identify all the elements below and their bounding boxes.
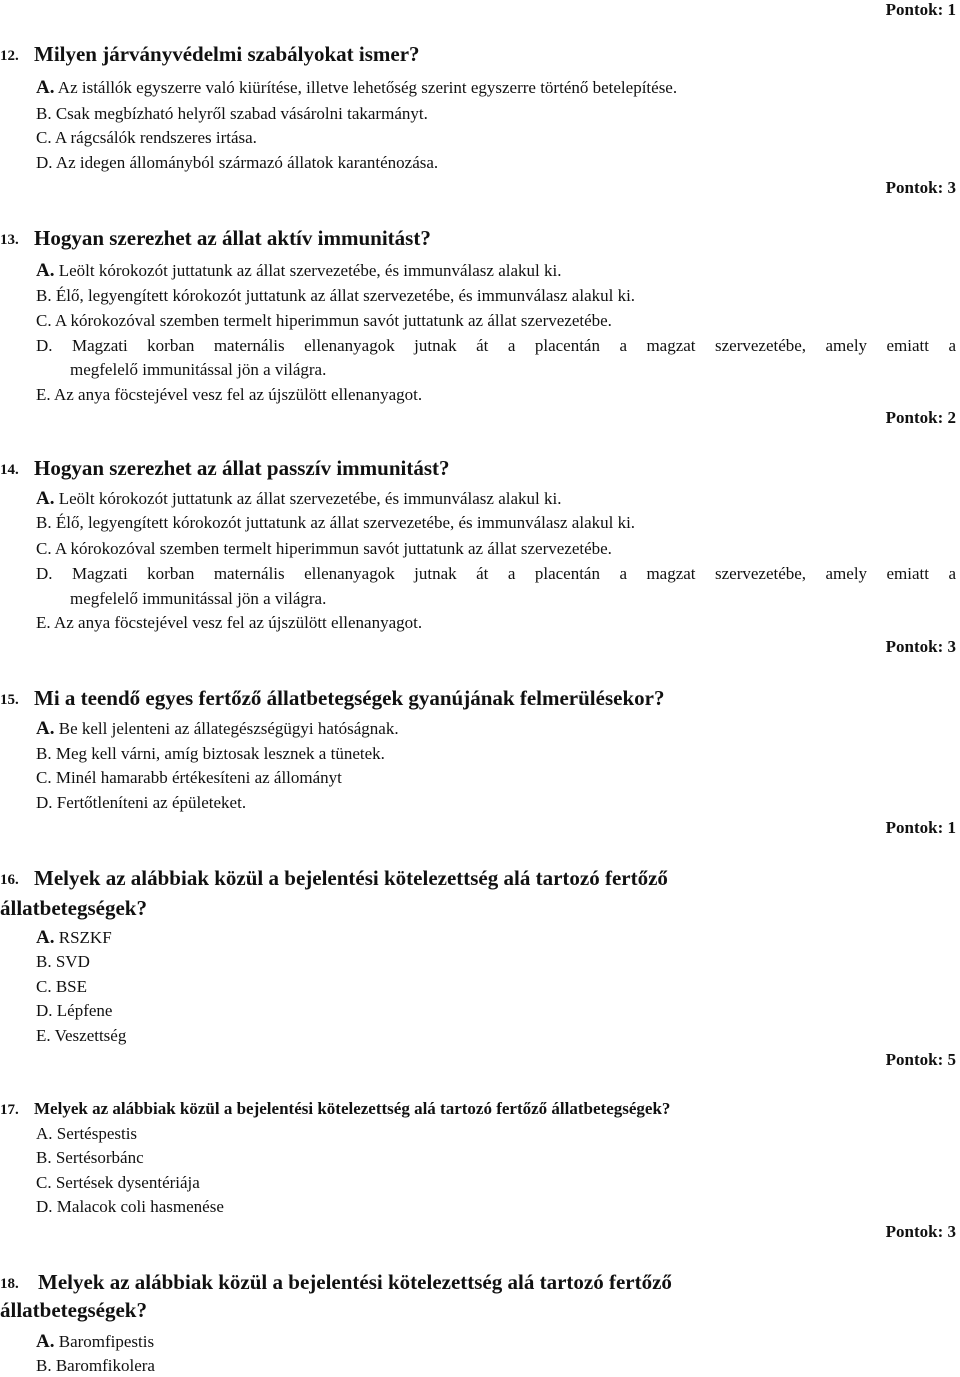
option-a: A. Be kell jelenteni az állategészségügyi hatóságnak. xyxy=(36,718,399,739)
question-title: Milyen járványvédelmi szabályokat ismer? xyxy=(34,42,420,66)
question-title: Hogyan szerezhet az állat aktív immunitást? xyxy=(34,226,431,250)
option-c: C. Minél hamarabb értékesíteni az állományt xyxy=(36,768,342,787)
option-c: C. BSE xyxy=(36,977,88,996)
option-a: A. Baromfipestis xyxy=(36,1331,155,1352)
question-number: 12. xyxy=(0,48,19,64)
option-c: C. Sertések dysentériája xyxy=(36,1173,200,1192)
option-b: B. Meg kell várni, amíg biztosak lesznek a tünetek. xyxy=(36,744,385,763)
points-label: Pontok: 3 xyxy=(885,1222,956,1241)
option-c: C. A kórokozóval szemben termelt hiperimmun savót juttatunk az állat szervezetébe. xyxy=(36,311,612,330)
question-number: 14. xyxy=(0,462,19,478)
points-label: Pontok: 3 xyxy=(885,637,956,656)
question-number: 16. xyxy=(0,872,19,888)
option-b: B. Baromfikolera xyxy=(36,1356,155,1375)
option-d-continuation: megfelelő immunitással jön a világra. xyxy=(70,589,327,608)
option-a: A. Leölt kórokozót juttatunk az állat szervezetébe, és immunválasz alakul ki. xyxy=(36,488,562,509)
option-d-continuation: megfelelő immunitással jön a világra. xyxy=(70,360,327,379)
question-title-continuation: állatbetegségek? xyxy=(0,896,147,920)
question-number: 18. xyxy=(0,1276,19,1292)
points-label: Pontok: 5 xyxy=(885,1050,956,1069)
question-title: Melyek az alábbiak közül a bejelentési kötelezettség alá tartozó fertőző állatbetegségek? xyxy=(34,1099,671,1118)
option-e: E. Az anya föcstejével vesz fel az újszülött ellenanyagot. xyxy=(36,385,423,404)
question-number: 15. xyxy=(0,692,19,708)
option-b: B. Élő, legyengített kórokozót juttatunk az állat szervezetébe, és immunválasz alakul ki. xyxy=(36,513,636,532)
option-d: D. Lépfene xyxy=(36,1001,113,1020)
option-e: E. Az anya föcstejével vesz fel az újszülött ellenanyagot. xyxy=(36,613,423,632)
question-title: Melyek az alábbiak közül a bejelentési kötelezettség alá tartozó fertőző xyxy=(38,1270,672,1294)
option-d: D. Malacok coli hasmenése xyxy=(36,1197,224,1216)
option-d: D. Az idegen állományból származó állatok karanténozása. xyxy=(36,153,439,172)
option-e: E. Veszettség xyxy=(36,1026,127,1045)
option-a: A. Az istállók egyszerre való kiürítése, illetve lehetőség szerint egyszerre történő betelepítése. xyxy=(36,77,678,98)
points-label: Pontok: 1 xyxy=(885,818,956,837)
option-b: B. Sertésorbánc xyxy=(36,1148,144,1167)
question-title: Hogyan szerezhet az állat passzív immunitást? xyxy=(34,456,450,480)
question-title-continuation: állatbetegségek? xyxy=(0,1298,147,1322)
option-d: D. Fertőtleníteni az épületeket. xyxy=(36,793,247,812)
option-a: A. Sertéspestis xyxy=(36,1124,138,1143)
option-b: B. SVD xyxy=(36,952,90,971)
question-title: Mi a teendő egyes fertőző állatbetegségek gyanújának felmerülésekor? xyxy=(34,686,665,710)
question-number: 13. xyxy=(0,232,19,248)
question-title: Melyek az alábbiak közül a bejelentési kötelezettség alá tartozó fertőző xyxy=(34,866,668,890)
option-d: D. Magzati korban maternális ellenanyagok jutnak át a placentán a magzat szervezetébe, amely emiatt a xyxy=(36,564,956,583)
option-a: A. Leölt kórokozót juttatunk az állat szervezetébe, és immunválasz alakul ki. xyxy=(36,260,562,281)
option-c: C. A rágcsálók rendszeres irtása. xyxy=(36,128,257,147)
option-b: B. Csak megbízható helyről szabad vásárolni takarmányt. xyxy=(36,104,428,123)
points-label: Pontok: 1 xyxy=(885,0,956,19)
question-number: 17. xyxy=(0,1102,19,1118)
option-a: A. RSZKF xyxy=(36,927,112,948)
points-label: Pontok: 2 xyxy=(885,408,956,427)
option-c: C. A kórokozóval szemben termelt hiperimmun savót juttatunk az állat szervezetébe. xyxy=(36,539,612,558)
option-d: D. Magzati korban maternális ellenanyagok jutnak át a placentán a magzat szervezetébe, amely emiatt a xyxy=(36,336,956,355)
option-b: B. Élő, legyengített kórokozót juttatunk az állat szervezetébe, és immunválasz alakul ki. xyxy=(36,286,636,305)
points-label: Pontok: 3 xyxy=(885,178,956,197)
